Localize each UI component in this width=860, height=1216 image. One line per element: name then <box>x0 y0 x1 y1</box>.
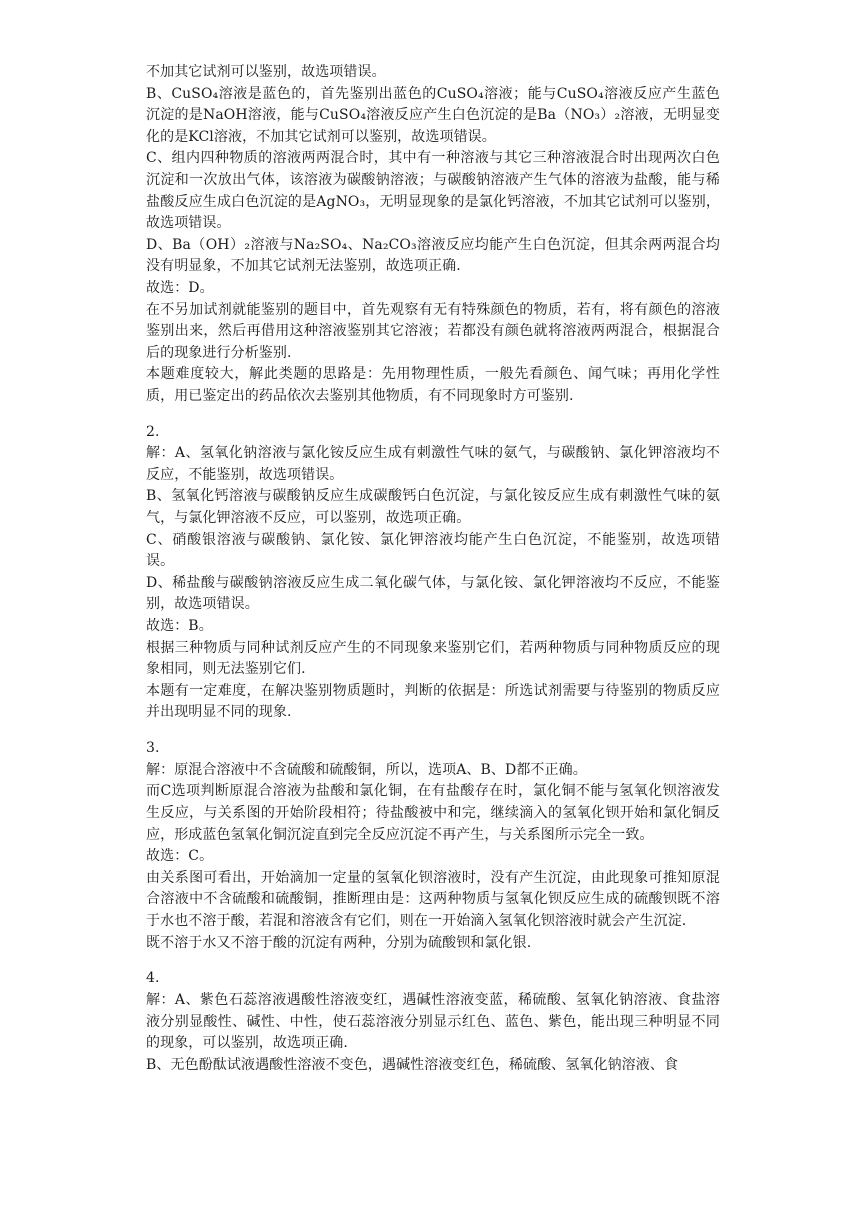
answer-section-4 <box>146 968 720 1076</box>
paragraph: 不加其它试剂可以鉴别，故选项错误。 <box>146 64 386 80</box>
answer-line: 故选：B。 <box>146 618 213 635</box>
paragraph: C、硝酸银溶液与碳酸钠、氯化铵、氯化钾溶液均能产生白色沉淀，不能鉴别，故选项错误。 <box>146 531 720 570</box>
comment-paragraph: 本题难度较大，解此类题的思路是：先用物理性质，一般先看颜色、闻气味；再用化学性质，用已鉴定出的药品依次去鉴别其他物质，有不同现象时方可鉴别. <box>146 366 720 404</box>
paragraph: B、无色酚酞试液遇酸性溶液不变色，遇碱性溶液变红色，稀硫酸、氢氧化钠溶液、食 <box>146 1056 679 1073</box>
analysis-paragraph: 由关系图可看出，开始滴加一定量的氢氧化钡溶液时，没有产生沉淀，由此现象可推知原混合溶液中不含硫酸和硫酸铜，推断理由是：这两种物质与氢氧化钡反应生成的硫酸钡既不溶于水也不溶于酸，若混和溶液含有它们，则在一开始滴入氢氧化钡溶液时就会产生沉淀. <box>146 869 720 929</box>
paragraph: C、组内四种物质的溶液两两混合时，其中有一种溶液与其它三种溶液混合时出现两次白色沉淀和一次放出气体，该溶液为碳酸钠溶液；与碳酸钠溶液产生气体的溶液为盐酸，能与稀盐酸反应生成白色沉淀的是AgNO₃，无明显现象的是氯化钙溶液，不加其它试剂可以鉴别，故选项错误。 <box>146 150 720 232</box>
analysis-paragraph: 根据三种物质与同种试剂反应产生的不同现象来鉴别它们，若两种物质与同种物质反应的现象相同，则无法鉴别它们. <box>146 639 720 678</box>
answer-section-3 <box>146 738 720 954</box>
paragraph: 解：A、紫色石蕊溶液遇酸性溶液变红，遇碱性溶液变蓝，稀硫酸、氢氧化钠溶液、食盐溶液分别显酸性、碱性、中性，使石蕊溶液分别显示红色、蓝色、紫色，能出现三种明显不同的现象，可以鉴别，故选项正确. <box>146 991 720 1052</box>
answer-section-2 <box>146 422 720 724</box>
answer-section-1-continued <box>146 62 720 408</box>
paragraph: D、稀盐酸与碳酸钠溶液反应生成二氧化碳气体，与氯化铵、氯化钾溶液均不反应，不能鉴别，故选项错误。 <box>146 574 720 613</box>
answer-line: 故选：D。 <box>146 279 214 296</box>
paragraph: B、氢氧化钙溶液与碳酸钠反应生成碳酸钙白色沉淀，与氯化铵反应生成有刺激性气味的氨气，与氯化钾溶液不反应，可以鉴别，故选项正确。 <box>146 488 720 527</box>
comment-paragraph: 既不溶于水又不溶于酸的沉淀有两种，分别为硫酸钡和氯化银. <box>146 934 532 951</box>
analysis-paragraph: 在不另加试剂就能鉴别的题目中，首先观察有无有特殊颜色的物质，若有，将有颜色的溶液鉴别出来，然后再借用这种溶液鉴别其它溶液；若都没有颜色就将溶液两两混合，根据混合后的现象进行分析鉴别. <box>146 301 720 361</box>
document-page <box>146 62 720 1076</box>
paragraph: 而C选项判断原混合溶液为盐酸和氯化铜，在有盐酸存在时，氯化铜不能与氢氧化钡溶液发生反应，与关系图的开始阶段相符；待盐酸被中和完，继续滴入的氢氧化钡开始和氯化铜反应，形成蓝色氢氧化铜沉淀直到完全反应沉淀不再产生，与关系图所示完全一致。 <box>146 783 720 843</box>
question-number: 4. <box>146 970 160 987</box>
answer-line: 故选：C。 <box>146 848 214 865</box>
comment-paragraph: 本题有一定难度，在解决鉴别物质题时，判断的依据是：所选试剂需要与待鉴别的物质反应并出现明显不同的现象. <box>146 682 720 721</box>
paragraph: D、Ba（OH）₂溶液与Na₂SO₄、Na₂CO₃溶液反应均能产生白色沉淀，但其余两两混合均没有明显象，不加其它试剂无法鉴别，故选项正确. <box>146 236 720 275</box>
paragraph: B、CuSO₄溶液是蓝色的，首先鉴别出蓝色的CuSO₄溶液；能与CuSO₄溶液反应产生蓝色沉淀的是NaOH溶液，能与CuSO₄溶液反应产生白色沉淀的是Ba（NO₃）₂溶液，无明显变化的是KCl溶液，不加其它试剂可以鉴别，故选项错误。 <box>146 85 720 145</box>
question-number: 3. <box>146 740 160 757</box>
paragraph: 解：原混合溶液中不含硫酸和硫酸铜，所以，选项A、B、D都不正确。 <box>146 761 587 778</box>
paragraph: 解：A、氢氧化钠溶液与氯化铵反应生成有刺激性气味的氨气，与碳酸钠、氯化钾溶液均不反应，不能鉴别，故选项错误。 <box>146 445 720 483</box>
question-number: 2. <box>146 423 160 440</box>
